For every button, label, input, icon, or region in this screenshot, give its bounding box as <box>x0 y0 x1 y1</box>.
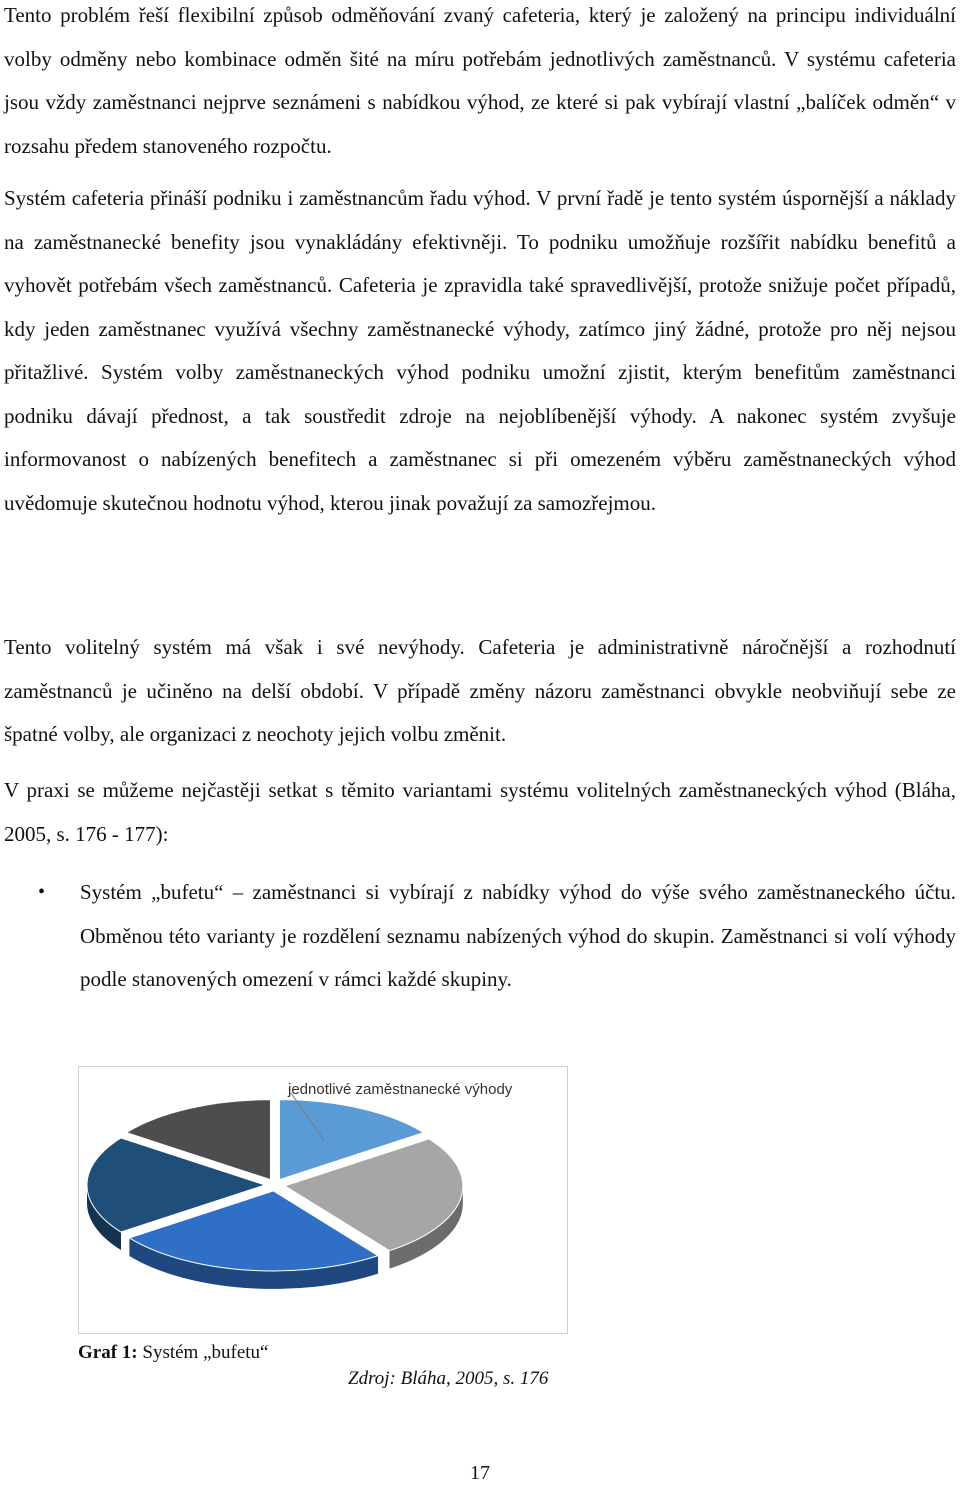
page-number: 17 <box>470 1462 490 1484</box>
chart-annotation-label: jednotlivé zaměstnanecké výhody <box>288 1081 513 1098</box>
paragraph-cafeteria-disadvantages: Tento volitelný systém má však i své nevýhody. Cafeteria je administrativně náročnější a rozhodnutí zaměstnanců je učiněno na delší období. V případě změny názoru zaměstnanci obvykle neobviňují sebe ze špatné volby, ale organizaci z neochoty jejich volbu změnit. <box>4 635 956 746</box>
figure-caption-text: Systém „bufetu“ <box>137 1342 269 1363</box>
bullet-marker: • <box>38 881 46 903</box>
bullet-item-bufet: Systém „bufetu“ – zaměstnanci si vybírají z nabídky výhod do výše svého zaměstnaneckého účtu. Obměnou této varianty je rozdělení seznamu nabízených výhod do skupin. Zaměstnanci si volí výhody podle stanovených omezení v rámci každé skupiny. <box>80 880 956 991</box>
paragraph-cafeteria-advantages: Systém cafeteria přináší podniku i zaměstnancům řadu výhod. V první řadě je tento systém úspornější a náklady na zaměstnanecké benefity jsou vynakládány efektivněji. To podniku umožňuje rozšířit nabídku benefitů a vyhovět potřebám všech zaměstnanců. Cafeteria je zpravidla také spravedlivější, protože snižuje počet případů, kdy jeden zaměstnanec využívá všechny zaměstnanecké výhody, zatímco jiný žádné, protože pro něj nejsou přitažlivé. Systém volby zaměstnaneckých výhod podniku umožní zjistit, kterým benefitům zaměstnanci podniku dávají přednost, a tak soustředit zdroje na nejoblíbenější výhody. A nakonec systém zvyšuje informovanost o nabízených benefitech a zaměstnanec si při omezeném výběru zaměstnaneckých výhod uvědomuje skutečnou hodnotu výhod, kterou jinak považují za samozřejmou. <box>4 186 956 515</box>
pie-chart <box>79 1067 567 1333</box>
paragraph-cafeteria-intro: Tento problém řeší flexibilní způsob odměňování zvaný cafeteria, který je založený na principu individuální volby odměny nebo kombinace odměn šité na míru potřebám jednotlivých zaměstnanců. V systému cafeteria jsou vždy zaměstnanci nejprve seznámeni s nabídkou výhod, ze které si pak vybírají vlastní „balíček odměn“ v rozsahu předem stanoveného rozpočtu. <box>4 3 956 158</box>
paragraph-variants-intro: V praxi se můžeme nejčastěji setkat s těmito variantami systému volitelných zaměstnaneckých výhod (Bláha, 2005, s. 176 - 177): <box>4 778 956 846</box>
pie-chart-figure <box>78 1066 568 1334</box>
figure-source: Zdroj: Bláha, 2005, s. 176 <box>348 1368 549 1389</box>
figure-caption <box>78 1340 268 1366</box>
figure-caption-number: Graf 1: <box>78 1342 138 1363</box>
